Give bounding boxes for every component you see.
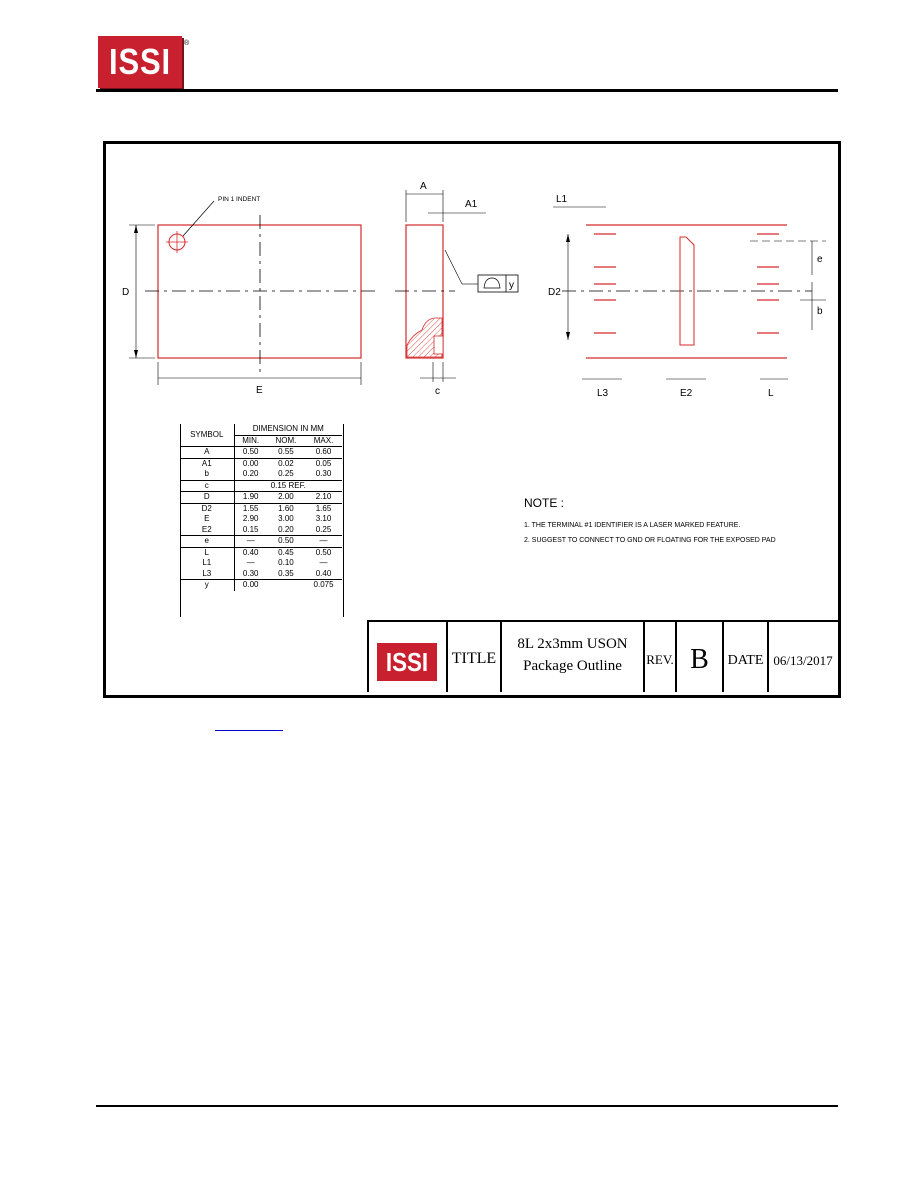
dimension-row: [180, 503, 342, 514]
note-item-2: 2. SUGGEST TO CONNECT TO GND OR FLOATING FOR THE EXPOSED PAD: [524, 537, 776, 544]
dimension-min: 0.40: [234, 547, 267, 558]
dim-a-label: A: [420, 181, 427, 192]
dimension-nom: 0.20: [278, 524, 294, 534]
dimension-max: —: [319, 558, 328, 568]
dimension-min: 0.15: [242, 524, 259, 534]
dimension-nom: 0.35: [278, 568, 294, 578]
dim-l3-label: L3: [597, 388, 609, 399]
dimension-nom: 0.25: [278, 469, 294, 479]
dim-d2-label: D2: [548, 287, 561, 298]
dimension-nom: 1.60: [267, 503, 305, 514]
dimension-min: 2.90: [242, 514, 259, 524]
dimension-max: 0.60: [305, 447, 342, 459]
rev-label: REV.: [646, 652, 674, 667]
dimension-row: [180, 469, 342, 480]
dimension-symbol: e: [180, 536, 234, 548]
dimension-max: 3.10: [315, 514, 332, 524]
symbol-header: SYMBOL: [180, 424, 234, 447]
date-value: 06/13/2017: [773, 653, 833, 668]
dimension-group-header: DIMENSION IN MM: [234, 424, 342, 435]
dimension-max: 0.50: [305, 547, 342, 558]
title-line-2: Package Outline: [523, 658, 622, 674]
title-block-logo: ISSI: [377, 643, 437, 681]
dim-l-label: L: [768, 388, 774, 399]
dimension-nom: 0.45: [267, 547, 305, 558]
dimension-nom: 2.00: [267, 492, 305, 504]
dimension-row: [180, 480, 342, 492]
dimension-symbol: b: [180, 469, 234, 480]
dimension-symbol: L1: [180, 558, 234, 569]
dimension-row: [180, 458, 342, 469]
col-min-header: MIN.: [242, 435, 260, 445]
dimension-min: 0.50: [234, 447, 267, 459]
dimension-symbol: E2: [180, 525, 234, 536]
dimension-nom: 0.10: [278, 558, 294, 568]
top-view-body: [158, 225, 361, 358]
dimension-symbol: D: [180, 492, 234, 504]
dimension-row: [180, 514, 342, 525]
dimension-row: [180, 547, 342, 558]
dimension-min: —: [246, 558, 255, 568]
issi-logo-text: ISSI: [109, 41, 171, 82]
col-nom-header: NOM.: [275, 435, 297, 445]
flatness-label: y: [509, 280, 514, 291]
dimension-symbol: D2: [180, 503, 234, 514]
dimension-symbol: L3: [180, 569, 234, 580]
dim-e-label: E: [256, 385, 263, 396]
dim-c-label: c: [435, 386, 440, 397]
dimension-span-value: 0.15 REF.: [234, 480, 342, 492]
dimension-nom: 0.50: [267, 536, 305, 548]
dimension-nom: 0.02: [267, 458, 305, 469]
date-label: DATE: [727, 653, 764, 668]
dimension-symbol: A: [180, 447, 234, 459]
document-link[interactable]: [215, 717, 283, 731]
dimension-table: [180, 424, 342, 591]
dimension-max: 1.65: [305, 503, 342, 514]
bottom-view: [548, 194, 826, 399]
pin1-indent-label: PIN 1 INDENT: [218, 196, 261, 203]
dim-d-label: D: [122, 287, 130, 298]
dim-e2-label: E2: [680, 388, 693, 399]
dimension-max: 0.40: [315, 568, 332, 578]
side-view: [395, 181, 518, 397]
dimension-row: [180, 447, 342, 459]
dimension-min: 1.90: [234, 492, 267, 504]
dim-b-label: b: [817, 306, 823, 317]
note-heading: NOTE :: [524, 496, 565, 510]
dim-a1-label: A1: [465, 199, 478, 210]
title-line-1: 8L 2x3mm USON: [517, 636, 628, 652]
dimension-max: 2.10: [305, 492, 342, 504]
dimension-row: [180, 569, 342, 580]
col-max-header: MAX.: [313, 435, 334, 445]
dimension-symbol: E: [180, 514, 234, 525]
dimension-min: 0.00: [234, 458, 267, 469]
dimension-max: —: [305, 536, 342, 548]
dim-e-pitch-label: e: [817, 254, 823, 265]
dimension-row: [180, 580, 342, 591]
dimension-min: 0.30: [242, 568, 259, 578]
dimension-nom: [267, 580, 305, 591]
dimension-max: 0.25: [315, 524, 332, 534]
note-item-1: 1. THE TERMINAL #1 IDENTIFIER IS A LASER MARKED FEATURE.: [524, 522, 741, 529]
footer-rule: [96, 1105, 838, 1107]
dimension-symbol: A1: [180, 458, 234, 469]
dimension-row: [180, 525, 342, 536]
dim-l1-label: L1: [556, 194, 568, 205]
dimension-max: 0.30: [315, 469, 332, 479]
dimension-symbol: y: [180, 580, 234, 591]
rev-value: B: [690, 644, 709, 675]
dimension-symbol: c: [180, 480, 234, 492]
dimension-min: —: [234, 536, 267, 548]
dimension-min: 1.55: [234, 503, 267, 514]
dimension-row: [180, 492, 342, 504]
registered-mark: ®: [184, 40, 190, 47]
title-label: TITLE: [451, 650, 497, 667]
dimension-max: 0.075: [305, 580, 342, 591]
dimension-nom: 3.00: [278, 514, 294, 524]
dimension-min: 0.20: [242, 469, 259, 479]
dimension-min: 0.00: [234, 580, 267, 591]
dimension-row: [180, 536, 342, 548]
dimension-symbol: L: [180, 547, 234, 558]
dimension-row: [180, 558, 342, 569]
top-view: [122, 196, 375, 396]
dimension-max: 0.05: [305, 458, 342, 469]
dimension-nom: 0.55: [267, 447, 305, 459]
